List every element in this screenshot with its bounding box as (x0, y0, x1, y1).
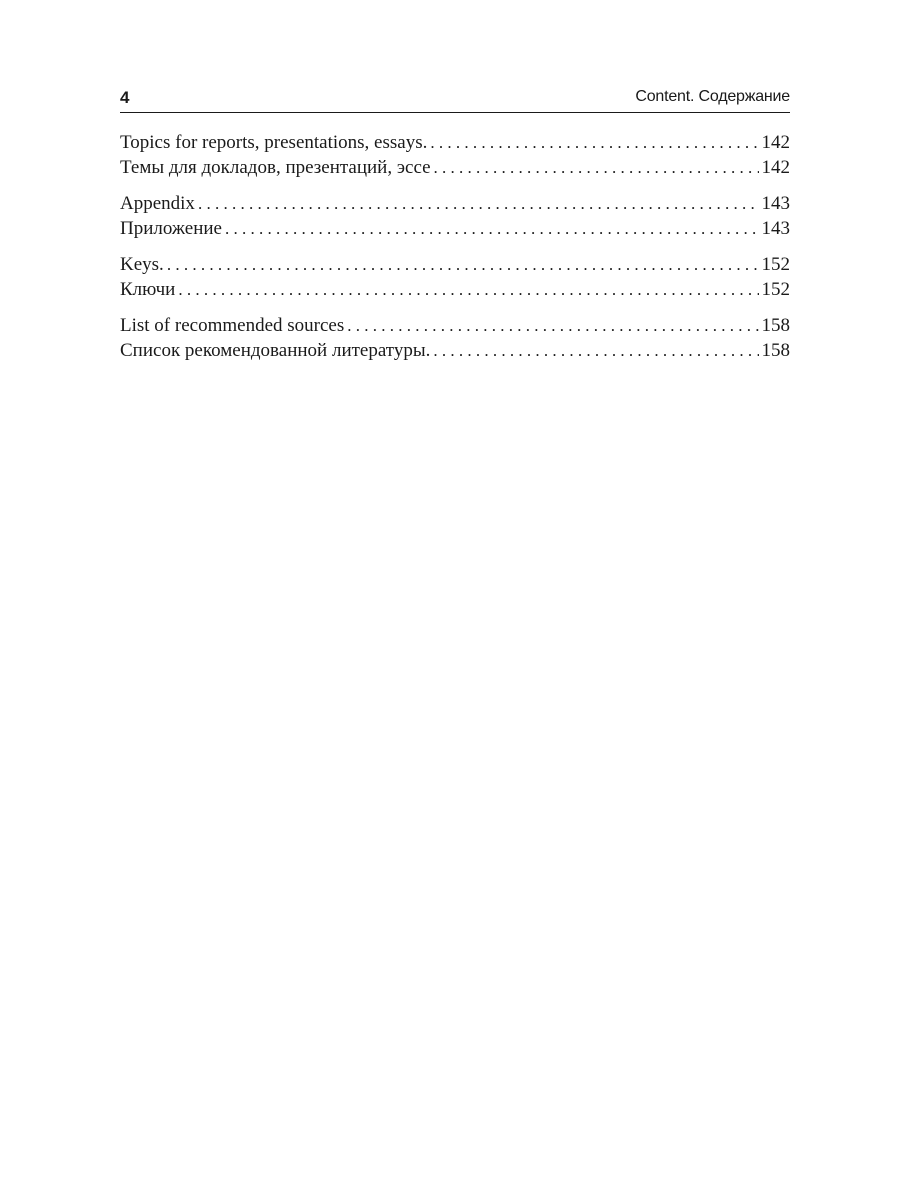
running-title: Content. Содержание (635, 88, 790, 105)
toc-entry-page: 152 (761, 279, 790, 300)
page-number: 4 (120, 88, 130, 107)
toc-entry[interactable] (120, 252, 790, 277)
toc-entry-page: 142 (761, 132, 790, 153)
table-of-contents (120, 130, 790, 374)
dot-leader (347, 313, 758, 338)
toc-entry-title: Ключи (120, 279, 176, 300)
toc-group-topics (120, 130, 790, 180)
toc-entry-title: Приложение (120, 218, 222, 239)
toc-entry-page: 143 (761, 193, 790, 214)
toc-entry-title: Список рекомендованной литературы. (120, 340, 431, 361)
dot-leader (167, 252, 759, 277)
toc-entry-title: Keys. (120, 254, 164, 275)
toc-entry-page: 158 (761, 340, 790, 361)
dot-leader (225, 216, 759, 241)
dot-leader (434, 155, 759, 180)
toc-entry[interactable] (120, 155, 790, 180)
toc-entry-page: 143 (761, 218, 790, 239)
toc-entry-page: 152 (761, 254, 790, 275)
toc-entry-title: Темы для докладов, презентаций, эссе (120, 157, 431, 178)
dot-leader (433, 338, 758, 363)
toc-entry-page: 158 (761, 315, 790, 336)
toc-entry-title: List of recommended sources (120, 315, 345, 336)
dot-leader (430, 130, 758, 155)
toc-entry[interactable] (120, 338, 790, 363)
toc-group-sources (120, 313, 790, 363)
toc-entry-page: 142 (761, 157, 790, 178)
toc-entry-title: Appendix (120, 193, 195, 214)
toc-group-keys (120, 252, 790, 302)
toc-entry-title: Topics for reports, presentations, essays. (120, 132, 428, 153)
toc-entry[interactable] (120, 313, 790, 338)
toc-entry[interactable] (120, 277, 790, 302)
page-header (120, 84, 790, 113)
toc-group-appendix (120, 191, 790, 241)
toc-entry[interactable] (120, 130, 790, 155)
toc-entry[interactable] (120, 216, 790, 241)
dot-leader (178, 277, 758, 302)
dot-leader (198, 191, 759, 216)
toc-entry[interactable] (120, 191, 790, 216)
